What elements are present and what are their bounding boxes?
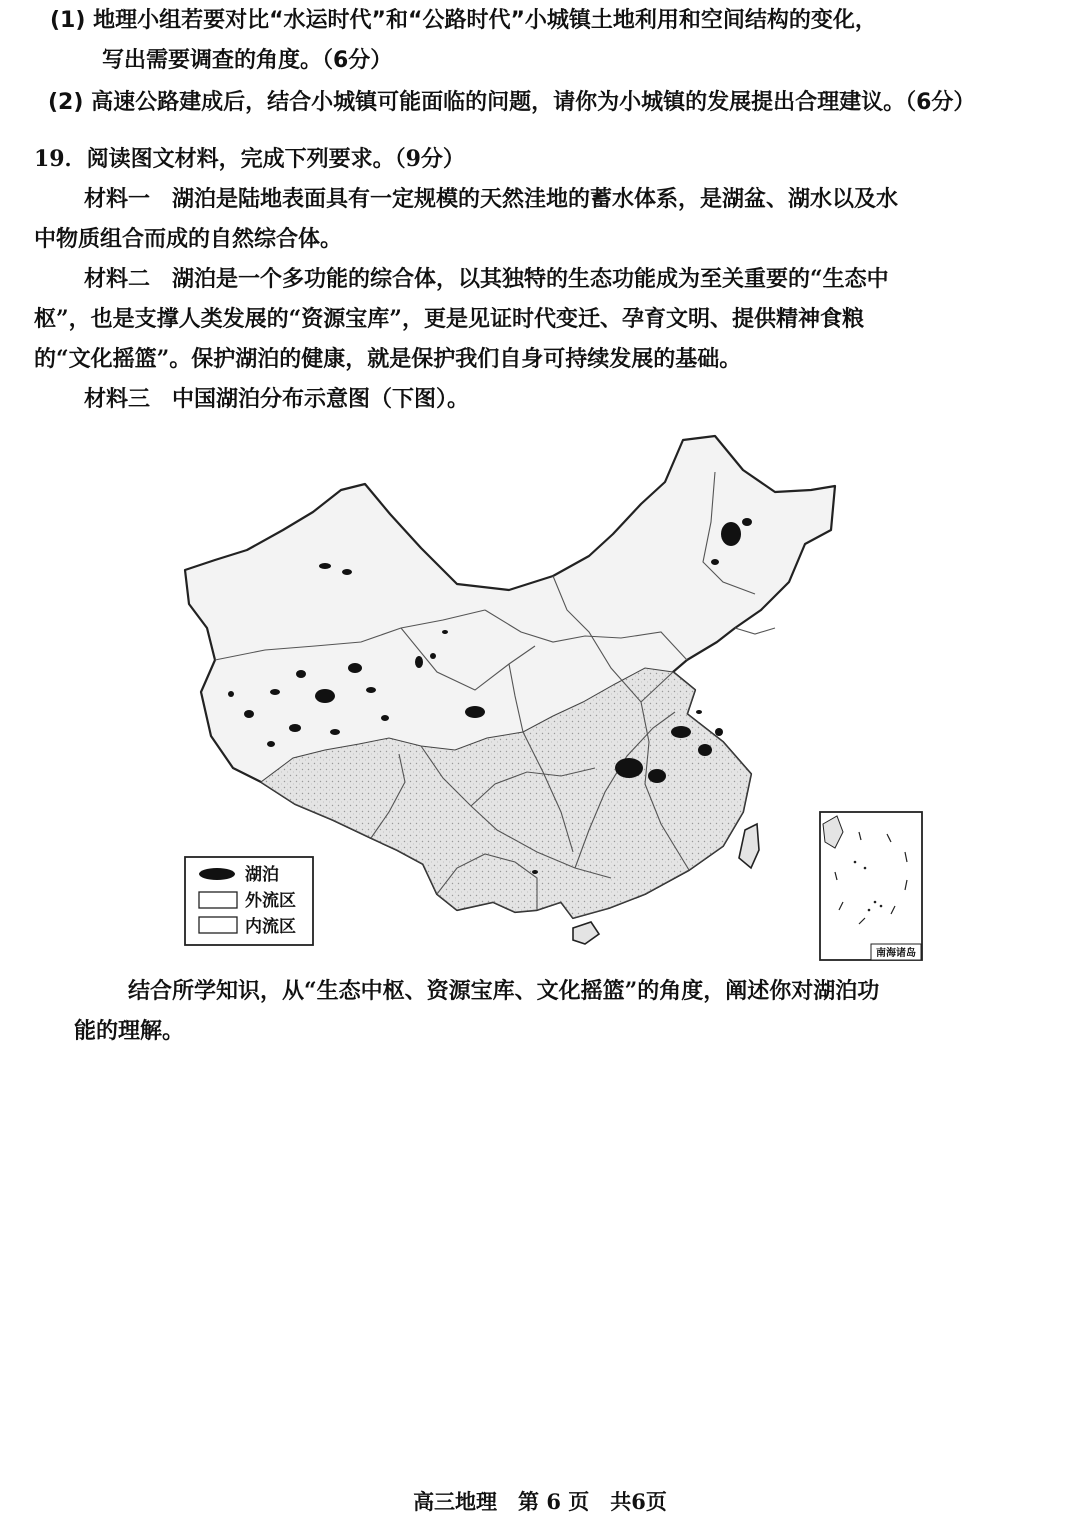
lake-swatch: [199, 868, 235, 880]
legend-lake-label: 湖泊: [245, 865, 279, 885]
legend-exorheic-label: 外流区: [245, 891, 296, 911]
map-legend: [185, 857, 313, 945]
material2-line2: 枢”，也是支撑人类发展的“资源宝库”，更是见证时代变迁、孕育文明、提供精神食粮: [34, 306, 864, 332]
q19-heading: 19．阅读图文材料，完成下列要求。（9分）: [34, 146, 465, 172]
q18-sub1-line1: (1) 地理小组若要对比“水运时代”和“公路时代”小城镇土地利用和空间结构的变化，: [50, 8, 877, 33]
taiwan-island: [739, 824, 759, 868]
q19-question-line1: 结合所学知识，从“生态中枢、资源宝库、文化摇篮”的角度，阐述你对湖泊功: [128, 978, 880, 1004]
hainan-island: [573, 922, 599, 944]
legend-endorheic-label: 内流区: [245, 917, 296, 937]
material3: 材料三 中国湖泊分布示意图（下图）。: [84, 386, 470, 412]
material2-line1: 材料二 湖泊是一个多功能的综合体，以其独特的生态功能成为至关重要的“生态中: [84, 266, 889, 292]
q18-sub2: (2) 高速公路建成后，结合小城镇可能面临的问题，请你为小城镇的发展提出合理建议。（6分）: [48, 90, 976, 115]
material1-line2: 中物质组合而成的自然综合体。: [34, 226, 343, 252]
inset-label: 南海诸岛: [876, 948, 916, 959]
q19-question-line2: 能的理解。: [74, 1018, 185, 1044]
material1-line1: 材料一 湖泊是陆地表面具有一定规模的天然洼地的蓄水体系，是湖盆、湖水以及水: [84, 186, 899, 212]
exorheic-swatch: [199, 892, 237, 908]
q18-sub1-line2: 写出需要调查的角度。（6分）: [102, 48, 393, 73]
china-lake-map: [175, 432, 930, 964]
south-china-sea-inset: [820, 812, 922, 960]
material2-line3: 的“文化摇篮”。保护湖泊的健康，就是保护我们自身可持续发展的基础。: [34, 346, 742, 372]
page-footer: 高三地理 第 6 页 共6页: [413, 1489, 667, 1514]
endorheic-swatch: [199, 917, 237, 933]
